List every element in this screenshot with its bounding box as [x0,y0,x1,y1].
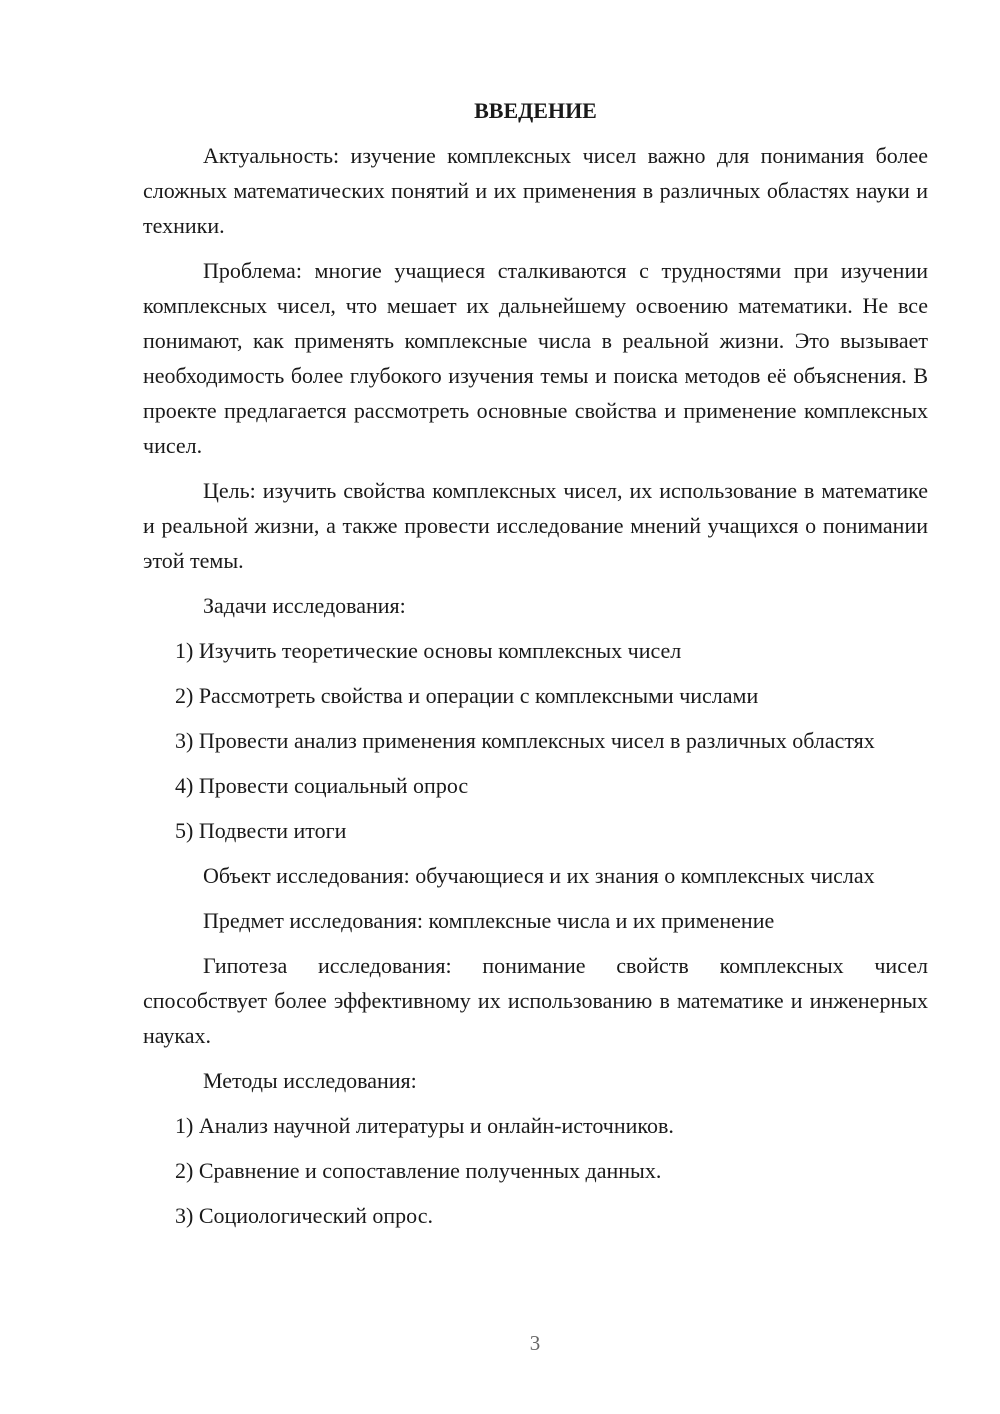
problem-paragraph: Проблема: многие учащиеся сталкиваются с трудностями при изучении комплексных чисел, что мешает их дальнейшему освоению математики. Не все понимают, как применять комплексные числа в реальной жизни. Это вызывает необходимость более глубокого изучения темы и поиска методов её объяснения. В проекте предлагается рассмотреть основные свойства и применение комплексных чисел. [143,258,928,458]
page-content [143,93,928,1243]
task-item: 5) Подвести итоги [175,818,347,843]
task-item: 3) Провести анализ применения комплексных чисел в различных областях [175,728,875,753]
method-item: 3) Социологический опрос. [175,1203,433,1228]
task-item: 2) Рассмотреть свойства и операции с комплексными числами [175,683,759,708]
method-item: 2) Сравнение и сопоставление полученных данных. [175,1158,662,1183]
goal-paragraph: Цель: изучить свойства комплексных чисел, их использование в математике и реальной жизни, а также провести исследование мнений учащихся о понимании этой темы. [143,478,928,573]
hypothesis-paragraph: Гипотеза исследования: понимание свойств комплексных чисел способствует более эффективному их использованию в математике и инженерных науках. [143,953,928,1048]
object-paragraph: Объект исследования: обучающиеся и их знания о комплексных числах [203,863,875,888]
methods-title: Методы исследования: [203,1068,417,1093]
subject-paragraph: Предмет исследования: комплексные числа и их применение [203,908,775,933]
task-item: 4) Провести социальный опрос [175,773,469,798]
tasks-title: Задачи исследования: [203,593,406,618]
method-item: 1) Анализ научной литературы и онлайн-источников. [175,1113,674,1138]
relevance-paragraph: Актуальность: изучение комплексных чисел важно для понимания более сложных математических понятий и их применения в различных областях науки и техники. [143,143,928,238]
task-item: 1) Изучить теоретические основы комплексных чисел [175,638,682,663]
page-number: 3 [529,1331,541,1355]
section-heading: ВВЕДЕНИЕ [474,98,597,123]
